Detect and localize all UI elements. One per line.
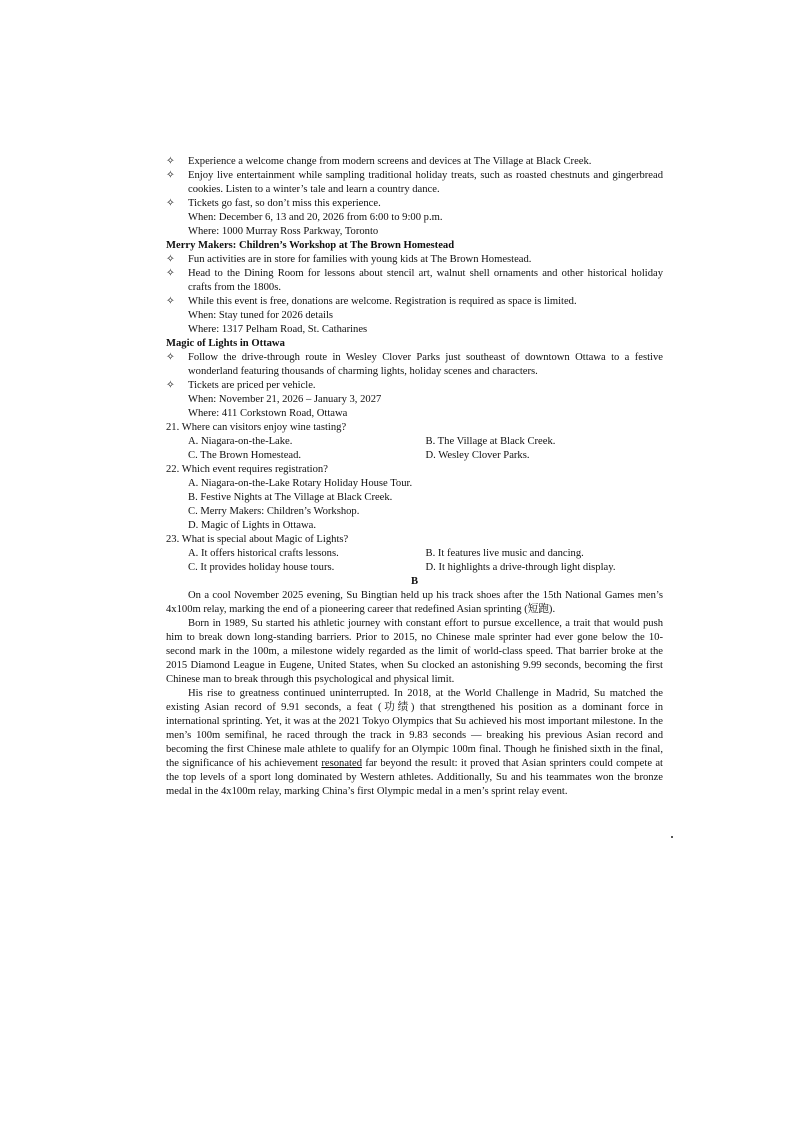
star-bullet-icon: ✧: [166, 380, 175, 391]
bullet-item: [166, 267, 663, 295]
bullet-text: Head to the Dining Room for lessons about stencil art, walnut shell ornaments and other historical holiday crafts from the 1800s.: [188, 268, 663, 293]
event-when: When: December 6, 13 and 20, 2026 from 6:00 to 9:00 p.m.: [188, 212, 443, 223]
option-b: B. Festive Nights at The Village at Black Creek.: [188, 492, 393, 503]
passage-paragraph-2: Born in 1989, Su started his athletic journey with constant effort to pursue excellence, a trait that would push him to break down long-standing barriers. Prior to 2015, no Chinese male sprinter had ever gone below the 10-second mark in the 100m, a milestone widely regarded as the limit of world-class speed. That barrier broke at the 2015 Diamond League in Eugene, United States, when Su clocked an astonishing 9.99 seconds, becoming the first Chinese man to break through this psychological and physical limit.: [166, 618, 663, 685]
bullet-item: [166, 253, 663, 267]
bullet-item: [166, 295, 663, 309]
option-d: D. Magic of Lights in Ottawa.: [188, 520, 316, 531]
page-content: [166, 155, 663, 799]
section-heading: Merry Makers: Children’s Workshop at The Brown Homestead: [166, 240, 455, 251]
bullet-text: Experience a welcome change from modern screens and devices at The Village at Black Creek.: [188, 156, 592, 167]
section-label: B: [410, 576, 419, 587]
bullet-text: Tickets go fast, so don’t miss this experience.: [188, 198, 381, 209]
event-where: Where: 1317 Pelham Road, St. Catharines: [188, 324, 368, 335]
question-23: [166, 533, 663, 575]
paragraph-text: His rise to greatness continued uninterrupted. In 2018, at the World Challenge in Madrid, Su matched the existing Asian record of 9.91 seconds, a feat (功绩) that strengthened his position as a dominant force in international sprinting. Yet, it was at the 2021 Tokyo Olympics that Su achieved his most important milestone. In the men’s 100m semifinal, he raced through the track in 9.83 seconds — breaking his previous Asian record and becoming the first Chinese male athlete to qualify for an Olympic 100m final. Though he finished sixth in the final, the significance of his achievement: [166, 688, 663, 769]
star-bullet-icon: ✧: [166, 268, 175, 279]
option-row: [166, 561, 663, 575]
question-stem: 22. Which event requires registration?: [166, 464, 328, 475]
star-bullet-icon: ✧: [166, 296, 175, 307]
question-stem: 23. What is special about Magic of Lights?: [166, 534, 349, 545]
bullet-text: Fun activities are in store for families with young kids at The Brown Homestead.: [188, 254, 532, 265]
star-bullet-icon: ✧: [166, 170, 175, 181]
bullet-item: [166, 351, 663, 379]
option-d: D. Wesley Clover Parks.: [425, 450, 530, 461]
bullet-item: [166, 169, 663, 197]
event-where: Where: 1000 Murray Ross Parkway, Toronto: [188, 226, 379, 237]
bullet-text: Tickets are priced per vehicle.: [188, 380, 316, 391]
option-b: B. The Village at Black Creek.: [425, 436, 556, 447]
star-bullet-icon: ✧: [166, 352, 175, 363]
bullet-item: [166, 155, 663, 169]
option-a: A. It offers historical crafts lessons.: [188, 548, 339, 559]
option-row: [166, 435, 663, 449]
star-bullet-icon: ✧: [166, 198, 175, 209]
paragraph-text: far beyond the result: it proved that Asian sprinters could compete at the top levels of a sport long dominated by Western athletes. Additionally, Su and his teammates won the bronze medal in the 4x100m relay, marking China’s first Olympic medal in a men’s sprint relay event.: [166, 758, 663, 797]
question-stem: 21. Where can visitors enjoy wine tasting?: [166, 422, 347, 433]
section-heading: Magic of Lights in Ottawa: [166, 338, 285, 349]
passage-paragraph-1: On a cool November 2025 evening, Su Bingtian held up his track shoes after the 15th National Games men’s 4x100m relay, marking the end of a pioneering career that redefined Asian sprinting (短跑).: [166, 590, 663, 615]
option-a: A. Niagara-on-the-Lake Rotary Holiday House Tour.: [188, 478, 413, 489]
option-c: C. The Brown Homestead.: [188, 450, 302, 461]
bullet-text: Follow the drive-through route in Wesley Clover Parks just southeast of downtown Ottawa to a festive wonderland featuring thousands of charming lights, holiday scenes and characters.: [188, 352, 663, 377]
option-row: [166, 449, 663, 463]
option-a: A. Niagara-on-the-Lake.: [188, 436, 293, 447]
option-b: B. It features live music and dancing.: [425, 548, 584, 559]
bullet-text: Enjoy live entertainment while sampling traditional holiday treats, such as roasted chestnuts and gingerbread cookies. Listen to a winter’s tale and learn a country dance.: [188, 170, 663, 195]
question-21: [166, 421, 663, 463]
underlined-word: resonated: [321, 758, 362, 769]
event-when: When: Stay tuned for 2026 details: [188, 310, 334, 321]
scan-speck: [671, 836, 673, 838]
event-when: When: November 21, 2026 – January 3, 2027: [188, 394, 382, 405]
option-d: D. It highlights a drive-through light display.: [425, 562, 616, 573]
star-bullet-icon: ✧: [166, 156, 175, 167]
star-bullet-icon: ✧: [166, 254, 175, 265]
option-c: C. Merry Makers: Children’s Workshop.: [188, 506, 360, 517]
bullet-text: While this event is free, donations are welcome. Registration is required as space is limited.: [188, 296, 577, 307]
bullet-item: [166, 379, 663, 393]
bullet-item: [166, 197, 663, 211]
option-row: [166, 547, 663, 561]
passage-paragraph-3: [166, 687, 663, 799]
question-22: [166, 463, 663, 533]
event-where: Where: 411 Corkstown Road, Ottawa: [188, 408, 348, 419]
option-c: C. It provides holiday house tours.: [188, 562, 335, 573]
